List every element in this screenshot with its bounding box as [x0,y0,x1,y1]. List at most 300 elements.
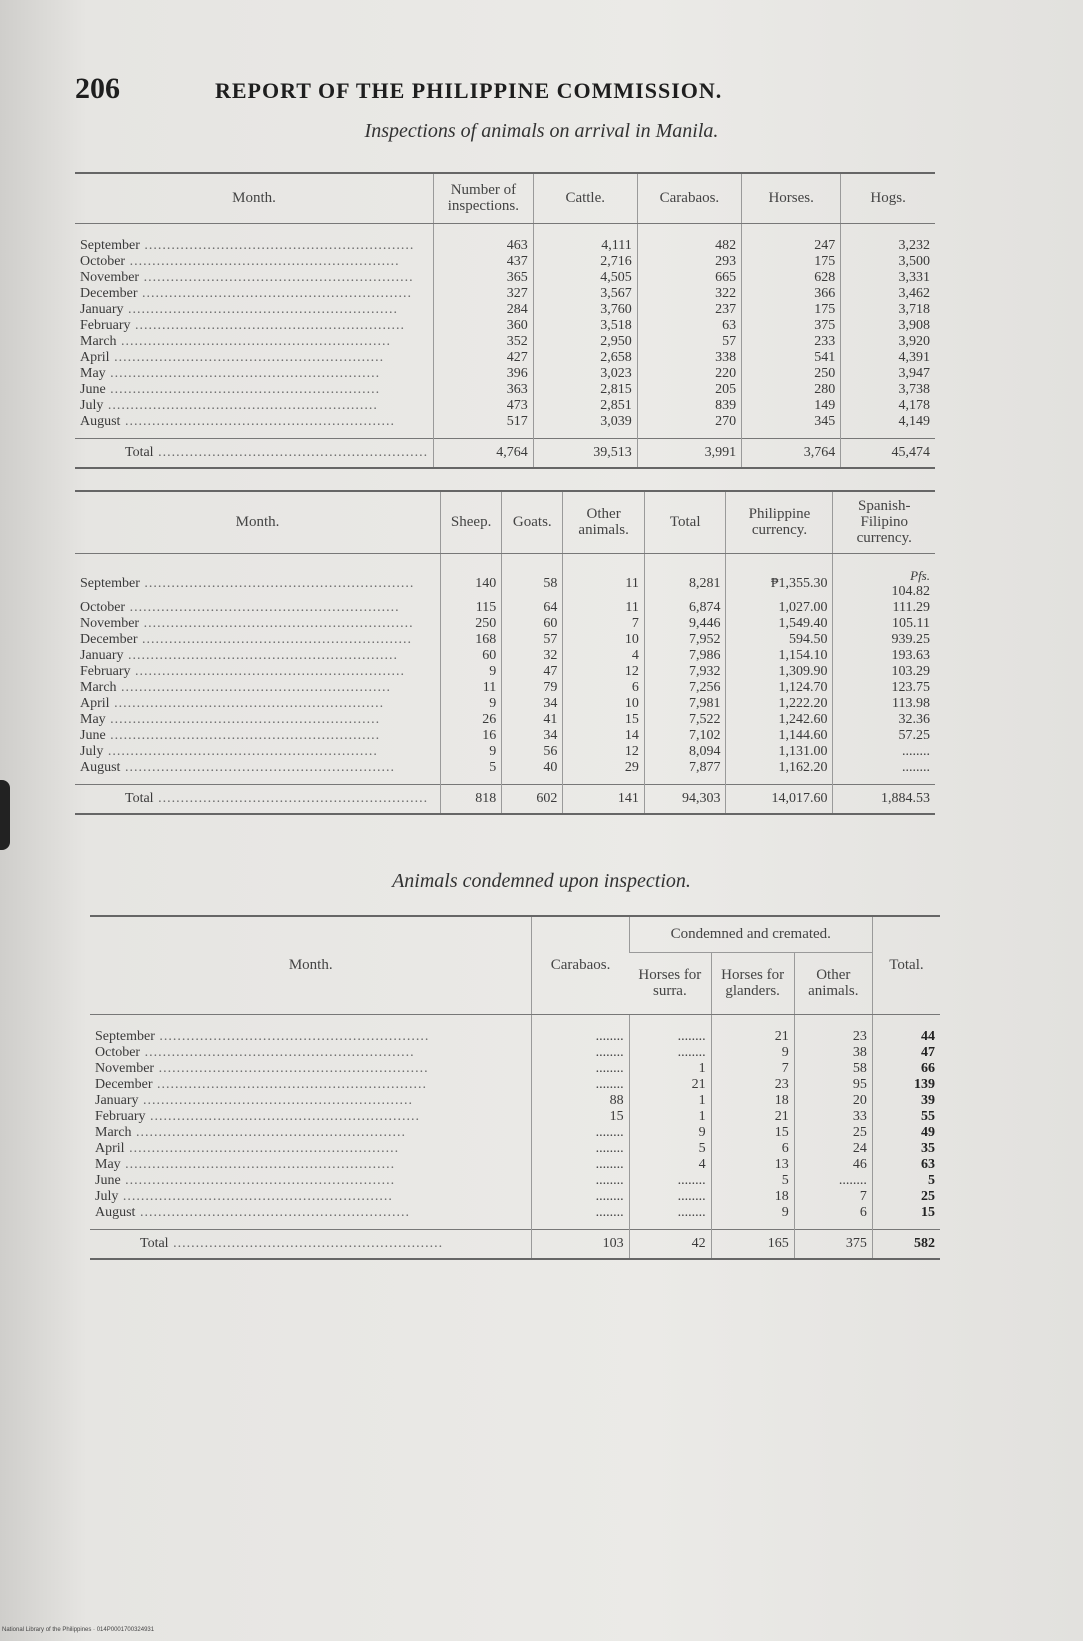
value-cell: 34 [502,696,563,712]
value-cell: 482 [637,223,741,254]
value-cell: 1 [629,1093,711,1109]
value-cell: 1,242.60 [726,712,833,728]
value-cell: 7,952 [644,632,726,648]
month-label: December [80,285,138,301]
table-row [75,318,935,334]
table-row [75,553,935,600]
value-cell: 5 [872,1173,940,1189]
table-row [75,366,935,382]
total-row [75,784,935,814]
col-total: Total [644,491,726,553]
table-row [75,744,935,760]
value-cell: 293 [637,254,741,270]
value-cell: 15 [711,1125,794,1141]
table-row [75,382,935,398]
dot-leader: ............................................................ [145,1108,421,1124]
month-label: October [95,1044,141,1060]
dot-leader: ............................................................ [153,444,429,460]
value-cell: 6 [794,1205,872,1230]
total-value: 3,991 [637,438,741,468]
value-cell: 123.75 [833,680,935,696]
month-cell [75,553,441,600]
month-cell [75,302,434,318]
value-cell: 205 [637,382,741,398]
value-cell: 345 [742,414,841,439]
total-label [75,784,441,814]
value-cell: 7 [794,1189,872,1205]
value-cell: 3,567 [533,286,637,302]
month-label: June [95,1172,121,1188]
table3-caption: Animals condemned upon inspection. [392,870,691,892]
total-value: 818 [441,784,502,814]
value-cell: ........ [532,1045,629,1061]
value-cell: 1 [629,1109,711,1125]
value-cell: ........ [629,1173,711,1189]
value-cell: 18 [711,1093,794,1109]
value-cell: 327 [434,286,534,302]
dot-leader: ............................................................ [109,349,385,365]
dot-leader: ............................................................ [125,253,400,269]
month-cell [75,744,441,760]
value-cell: 473 [434,398,534,414]
table-row [75,696,935,712]
month-label: September [80,575,140,591]
dot-leader: ............................................................ [123,301,399,317]
value-cell: 9 [711,1045,794,1061]
value-cell: 12 [563,744,645,760]
month-cell [75,398,434,414]
value-cell: 270 [637,414,741,439]
value-cell: 8,094 [644,744,726,760]
value-cell: ........ [532,1077,629,1093]
binding-shadow [0,780,10,850]
month-cell [90,1077,532,1093]
month-cell [90,1125,532,1141]
value-cell: 6 [563,680,645,696]
value-cell: 220 [637,366,741,382]
dot-leader: ............................................................ [154,1028,430,1044]
value-cell: 41 [502,712,563,728]
value-cell: 939.25 [833,632,935,648]
total-value: 39,513 [533,438,637,468]
value-cell: 13 [711,1157,794,1173]
value-cell: 12 [563,664,645,680]
value-cell: 32.36 [833,712,935,728]
value-cell: 396 [434,366,534,382]
value-cell: 24 [794,1141,872,1157]
month-cell [75,350,434,366]
value-cell: 1,027.00 [726,600,833,616]
month-label: February [80,663,131,679]
value-cell: 26 [441,712,502,728]
table-row [75,254,935,270]
value-cell: 2,815 [533,382,637,398]
total-value: 1,884.53 [833,784,935,814]
value-cell: 4,111 [533,223,637,254]
value-cell: 463 [434,223,534,254]
col-philippine-currency: Philippine currency. [726,491,833,553]
value-cell: 5 [629,1141,711,1157]
value-cell: 29 [563,760,645,785]
value-cell: 839 [637,398,741,414]
month-label: March [95,1124,132,1140]
month-label: April [80,695,110,711]
month-label: August [95,1204,136,1220]
value-cell: 60 [441,648,502,664]
value-cell: 1,222.20 [726,696,833,712]
month-cell [75,254,434,270]
page-number: 206 [75,72,120,105]
month-cell [75,648,441,664]
col-spanish-filipino-currency: Spanish-Filipino currency. [833,491,935,553]
month-label: August [80,413,121,429]
col-carabaos: Carabaos. [532,916,629,1014]
month-label: Total [125,444,154,460]
month-cell [75,366,434,382]
value-cell: 63 [872,1157,940,1173]
table-row [75,616,935,632]
table-row [90,1014,940,1045]
value-cell: 18 [711,1189,794,1205]
dot-leader: ............................................................ [139,269,414,285]
total-row [75,438,935,468]
value-cell: 105.11 [833,616,935,632]
value-cell: 55 [872,1109,940,1125]
dot-leader: ............................................................ [103,397,378,413]
value-cell: 33 [794,1109,872,1125]
col-group-condemned-cremated: Condemned and cremated. [629,916,872,952]
total-value: 141 [563,784,645,814]
table-row [75,223,935,254]
col-horses-surra: Horses for surra. [629,952,711,1014]
inspections-table [75,172,935,469]
value-cell: 4,149 [841,414,935,439]
month-label: December [80,631,138,647]
col-sheep: Sheep. [441,491,502,553]
month-cell [75,632,441,648]
month-label: May [80,711,106,727]
value-cell: ........ [629,1189,711,1205]
month-label: August [80,759,121,775]
table-row [75,632,935,648]
value-cell: 280 [742,382,841,398]
value-cell: 10 [563,696,645,712]
total-value: 94,303 [644,784,726,814]
value-cell: 233 [742,334,841,350]
month-label: February [80,317,131,333]
month-cell [75,382,434,398]
value-cell: 3,023 [533,366,637,382]
col-cattle: Cattle. [533,173,637,223]
month-cell [75,728,441,744]
col-other-animals: Other animals. [794,952,872,1014]
month-cell [90,1045,532,1061]
value-cell: 7,522 [644,712,726,728]
dot-leader: ............................................................ [140,1044,415,1060]
dot-leader: ............................................................ [109,695,385,711]
value-cell: 11 [441,680,502,696]
value-cell: 64 [502,600,563,616]
dot-leader: ............................................................ [131,1124,407,1140]
value-cell: ........ [629,1045,711,1061]
month-label: October [80,599,126,615]
month-label: Total [125,790,154,806]
value-cell: 4 [629,1157,711,1173]
dot-leader: ............................................................ [125,599,400,615]
value-cell: 2,950 [533,334,637,350]
value-cell: ........ [532,1173,629,1189]
col-carabaos: Carabaos. [637,173,741,223]
value-cell: 25 [794,1125,872,1141]
table-row [90,1061,940,1077]
table-row [90,1205,940,1230]
col-month: Month. [75,173,434,223]
value-cell: 437 [434,254,534,270]
month-label: July [80,397,104,413]
inspections-table-continued [75,490,935,815]
value-cell: 60 [502,616,563,632]
total-label [90,1229,532,1259]
value-cell: 11 [563,600,645,616]
col-goats: Goats. [502,491,563,553]
value-cell: 9,446 [644,616,726,632]
table-row [75,728,935,744]
month-cell [75,414,434,439]
value-cell: 7,256 [644,680,726,696]
month-label: November [80,615,140,631]
dot-leader: ............................................................ [137,631,413,647]
value-cell: 25 [872,1189,940,1205]
value-cell: 7,877 [644,760,726,785]
value-cell: 79 [502,680,563,696]
value-cell: 168 [441,632,502,648]
currency-unit: Pfs. [910,567,930,583]
dot-leader: ............................................................ [130,317,406,333]
value-cell: 20 [794,1093,872,1109]
value-cell [833,553,935,600]
value-cell: 10 [563,632,645,648]
table-row [75,398,935,414]
value-cell: 363 [434,382,534,398]
dot-leader: ............................................................ [123,647,399,663]
value-cell: 665 [637,270,741,286]
month-cell [75,223,434,254]
month-cell [90,1093,532,1109]
month-label: January [80,301,124,317]
value-cell: 21 [629,1077,711,1093]
dot-leader: ............................................................ [135,1204,410,1220]
month-label: March [80,679,117,695]
value-cell: 3,738 [841,382,935,398]
running-head: REPORT OF THE PHILIPPINE COMMISSION. [215,78,723,103]
value-cell: 140 [441,553,502,600]
month-label: July [80,743,104,759]
value-cell: 38 [794,1045,872,1061]
month-cell [90,1157,532,1173]
value-cell: 365 [434,270,534,286]
value-cell: 2,716 [533,254,637,270]
month-label: May [80,365,106,381]
value-cell: 9 [441,696,502,712]
col-horses: Horses. [742,173,841,223]
col-month: Month. [75,491,441,553]
month-label: October [80,253,126,269]
value-cell: 11 [563,553,645,600]
total-label [75,438,434,468]
value-cell: 7 [711,1061,794,1077]
dot-leader: ............................................................ [118,1188,393,1204]
month-cell [75,760,441,785]
value-cell: 14 [563,728,645,744]
month-label: Total [140,1235,169,1251]
month-cell [75,270,434,286]
value-cell: 7,932 [644,664,726,680]
dot-leader: ............................................................ [152,1076,428,1092]
value-cell: 57 [502,632,563,648]
table-row [75,302,935,318]
value-cell: 4 [563,648,645,664]
month-cell [75,680,441,696]
value-cell: ........ [833,760,935,785]
table-row [75,712,935,728]
value-cell: 6 [711,1141,794,1157]
value-cell: 3,518 [533,318,637,334]
value-cell: 4,178 [841,398,935,414]
dot-leader: ............................................................ [116,333,392,349]
total-value: 42 [629,1229,711,1259]
value-cell: 40 [502,760,563,785]
value-cell: 517 [434,414,534,439]
total-value: 375 [794,1229,872,1259]
total-value: 103 [532,1229,629,1259]
value-cell: ........ [794,1173,872,1189]
dot-leader: ............................................................ [105,711,381,727]
table-row [75,648,935,664]
month-cell [75,334,434,350]
value-cell: 3,947 [841,366,935,382]
table-row [75,414,935,439]
value-cell: 1,162.20 [726,760,833,785]
value-cell: 15 [532,1109,629,1125]
value-cell: 250 [742,366,841,382]
dot-leader: ............................................................ [168,1235,444,1251]
total-value: 45,474 [841,438,935,468]
value-cell: 2,658 [533,350,637,366]
value-cell: 628 [742,270,841,286]
month-cell [75,616,441,632]
value-cell: ........ [532,1141,629,1157]
dot-leader: ............................................................ [139,237,415,253]
value-cell: 7,102 [644,728,726,744]
month-label: January [80,647,124,663]
value-cell: 32 [502,648,563,664]
dot-leader: ............................................................ [139,615,414,631]
value-cell: 1,549.40 [726,616,833,632]
value-cell: 3,718 [841,302,935,318]
value-cell: 250 [441,616,502,632]
value-cell: 56 [502,744,563,760]
dot-leader: ............................................................ [153,790,429,806]
table-row [90,1141,940,1157]
month-cell [90,1061,532,1077]
value-cell: 427 [434,350,534,366]
value-cell: 23 [794,1014,872,1045]
month-label: June [80,727,106,743]
value-cell: 366 [742,286,841,302]
value-cell: ........ [532,1205,629,1230]
dot-leader: ............................................................ [120,413,395,429]
value-cell: 57.25 [833,728,935,744]
value-cell: 2,851 [533,398,637,414]
table-row [90,1189,940,1205]
value-cell: 375 [742,318,841,334]
dot-leader: ............................................................ [116,679,392,695]
month-cell [75,318,434,334]
value-cell: ₱1,355.30 [726,553,833,600]
month-cell [75,600,441,616]
value-cell: 113.98 [833,696,935,712]
value-cell: 1,131.00 [726,744,833,760]
value-cell: 115 [441,600,502,616]
month-cell [90,1205,532,1230]
value-cell: 594.50 [726,632,833,648]
dot-leader: ............................................................ [105,365,381,381]
table-row [90,1045,940,1061]
col-horses-glanders: Horses for glanders. [711,952,794,1014]
value-cell: 7 [563,616,645,632]
table-row [75,760,935,785]
month-label: February [95,1108,146,1124]
dot-leader: ............................................................ [124,1140,400,1156]
value-cell: 9 [441,664,502,680]
dot-leader: ............................................................ [130,663,406,679]
value-cell: 9 [629,1125,711,1141]
value-cell: 352 [434,334,534,350]
col-inspections: Number of inspections. [434,173,534,223]
value-cell: 4,391 [841,350,935,366]
table-row [90,1173,940,1189]
month-cell [75,664,441,680]
value-cell: 7,981 [644,696,726,712]
value-cell: 4,505 [533,270,637,286]
total-value: 165 [711,1229,794,1259]
col-total: Total. [872,916,940,1014]
value-cell: 1,124.70 [726,680,833,696]
value-cell: 360 [434,318,534,334]
value-cell: 1 [629,1061,711,1077]
month-cell [75,286,434,302]
table-row [90,1077,940,1093]
value-cell: 21 [711,1014,794,1045]
table-row [75,664,935,680]
value-cell: 139 [872,1077,940,1093]
month-label: September [95,1028,155,1044]
dot-leader: ............................................................ [103,743,378,759]
value-cell: 3,232 [841,223,935,254]
dot-leader: ............................................................ [154,1060,429,1076]
value-cell: 3,500 [841,254,935,270]
value-cell: 5 [711,1173,794,1189]
month-label: September [80,237,140,253]
table-row [90,1125,940,1141]
dot-leader: ............................................................ [120,759,395,775]
value-cell: 111.29 [833,600,935,616]
value-cell: 338 [637,350,741,366]
value-cell: 3,908 [841,318,935,334]
value-cell: 15 [563,712,645,728]
table-row [90,1093,940,1109]
value-cell: 16 [441,728,502,744]
